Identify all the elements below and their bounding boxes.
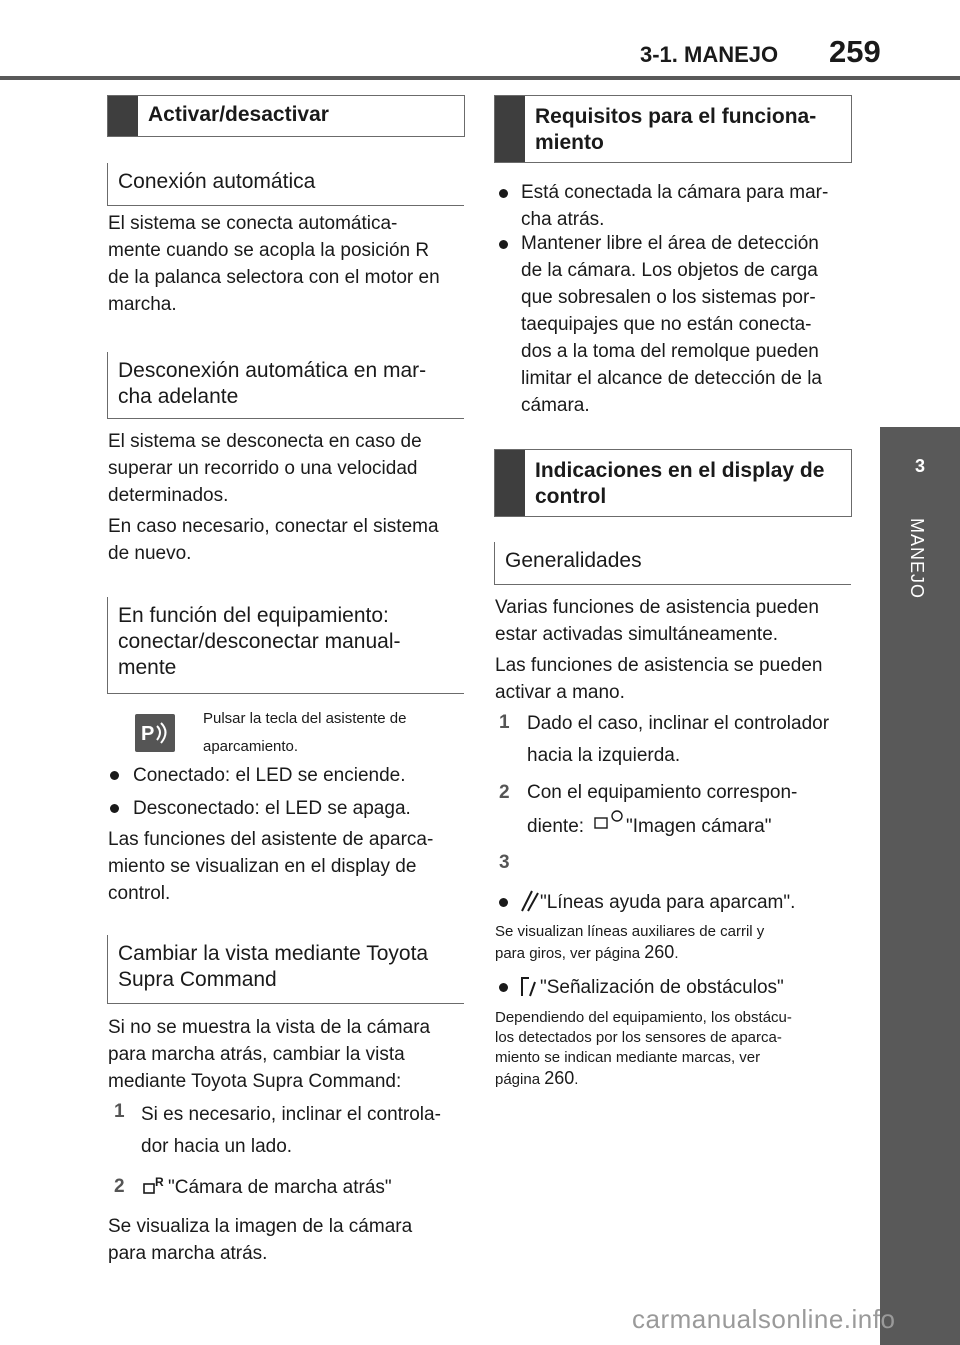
subheading-manual	[107, 597, 464, 694]
text-line: dor hacia un lado.	[141, 1136, 293, 1157]
section-title: 3-1. MANEJO	[640, 42, 779, 67]
text-line: determinados.	[108, 485, 229, 506]
heading-stripe	[108, 96, 138, 136]
step-2-prefix: diente:	[527, 816, 585, 837]
header-rule	[0, 76, 960, 80]
guide-lines-icon	[518, 889, 540, 913]
step-number: 2	[499, 782, 510, 803]
paragraph-funciones	[108, 826, 468, 907]
step-number: 1	[499, 712, 510, 733]
camera-image-glyph	[592, 808, 626, 834]
step-2-text: "Cámara de marcha atrás"	[168, 1177, 392, 1198]
step-number: 2	[114, 1176, 125, 1197]
subheading-generalidades	[494, 542, 851, 585]
heading-box-activar	[107, 95, 465, 137]
subheading-line: En función del equipamiento:	[118, 604, 389, 627]
text-line: marcha.	[108, 294, 177, 315]
text-line: Las funciones del asistente de aparca-	[108, 829, 434, 850]
bullet-camara-conectada	[521, 179, 851, 233]
park-assist-key-glyph	[135, 714, 175, 752]
guide-lines-glyph	[518, 889, 540, 913]
bullet-dot	[110, 804, 119, 813]
text-line: para marcha atrás, cambiar la vista	[108, 1044, 405, 1065]
text-line: activar a mano.	[495, 682, 625, 703]
paragraph-conexion	[108, 210, 468, 318]
subheading-text	[118, 358, 426, 410]
park-assist-key-icon	[135, 714, 175, 752]
page-link-260[interactable]: 260	[544, 1068, 575, 1088]
text-line: El sistema se conecta automática-	[108, 213, 398, 234]
heading-box-indicaciones	[494, 449, 852, 517]
heading-stripe	[495, 96, 525, 162]
text-line: dos a la toma del remolque pueden	[521, 341, 819, 362]
obstacle-marking-glyph	[518, 974, 540, 998]
text-line: estar activadas simultáneamente.	[495, 624, 779, 645]
text-line: de nuevo.	[108, 543, 192, 564]
text-line: Si es necesario, inclinar el controla-	[141, 1104, 441, 1125]
paragraph-generalidades	[495, 594, 855, 706]
bullet-dot	[499, 983, 508, 992]
text-line: para marcha atrás.	[108, 1243, 268, 1264]
text-line: los detectados por los sensores de aparca-	[495, 1029, 782, 1046]
text-line: Varias funciones de asistencia pueden	[495, 597, 819, 618]
text-line: taequipajes que no están conecta-	[521, 314, 812, 335]
page-number: 259	[829, 34, 881, 69]
text-line: superar un recorrido o una velocidad	[108, 458, 418, 479]
subheading-text	[118, 603, 401, 681]
text-line: Las funciones de asistencia se pueden	[495, 655, 823, 676]
subheading-text: Generalidades	[505, 549, 642, 572]
svg-text:R: R	[155, 1175, 164, 1189]
subheading-conexion	[107, 163, 464, 206]
bullet-dot	[499, 240, 508, 249]
text-line: miento se indican mediante marcas, ver	[495, 1049, 761, 1066]
heading-line: control	[535, 485, 607, 508]
subheading-line: mente	[118, 656, 177, 679]
rear-camera-glyph	[141, 1172, 167, 1198]
text-line: control.	[108, 883, 171, 904]
note-obstaculos	[495, 1008, 855, 1090]
text-line: Está conectada la cámara para mar-	[521, 182, 829, 203]
subheading-line: Cambiar la vista mediante Toyota	[118, 942, 429, 965]
heading-line: miento	[535, 131, 604, 154]
subheading-text: Conexión automática	[118, 170, 316, 193]
svg-text:P: P	[141, 723, 155, 745]
bullet-dot	[499, 898, 508, 907]
paragraph-supra-command	[108, 1014, 468, 1095]
text-line: En caso necesario, conectar el sistema	[108, 516, 439, 537]
text-line: que sobresalen o los sistemas por-	[521, 287, 816, 308]
heading-stripe	[495, 450, 525, 516]
heading-text	[535, 104, 816, 156]
text-line: Mantener libre el área de detección	[521, 233, 819, 254]
note-lineas	[495, 922, 855, 964]
text-fragment: para giros, ver página	[495, 945, 645, 962]
text-line: Dado el caso, inclinar el controlador	[527, 713, 830, 734]
subheading-desconexion	[107, 352, 464, 419]
step-1-text	[141, 1099, 466, 1163]
bullet-dot	[499, 189, 508, 198]
text-line: limitar el alcance de detección de la	[521, 368, 823, 389]
text-line: cámara.	[521, 395, 590, 416]
heading-text	[535, 458, 824, 510]
paragraph-desconexion	[108, 428, 468, 567]
text-line: Se visualizan líneas auxiliares de carril y	[495, 923, 765, 940]
text-line: El sistema se desconecta en caso de	[108, 431, 422, 452]
subheading-line: Supra Command	[118, 968, 277, 991]
text-line: de la cámara. Los objetos de carga	[521, 260, 818, 281]
bullet-senalizacion: "Señalización de obstáculos"	[540, 977, 784, 998]
text-line: hacia la izquierda.	[527, 745, 681, 766]
heading-line: Requisitos para el funciona-	[535, 105, 817, 128]
heading-text: Activar/desactivar	[148, 103, 329, 126]
subheading-line: Desconexión automática en mar-	[118, 359, 427, 382]
chapter-tab-number: 3	[880, 427, 960, 505]
text-line: Pulsar la tecla del asistente de	[203, 710, 407, 727]
text-line: para giros, ver página 260.	[495, 942, 679, 962]
step-number: 1	[114, 1101, 125, 1122]
subheading-text	[118, 941, 428, 993]
text-line: Si no se muestra la vista de la cámara	[108, 1017, 431, 1038]
subheading-line: conectar/desconectar manual-	[118, 630, 401, 653]
watermark: carmanualsonline.info	[632, 1304, 896, 1334]
heading-box-requisitos	[494, 95, 852, 163]
text-line: mediante Toyota Supra Command:	[108, 1071, 402, 1092]
heading-line: Indicaciones en el display de	[535, 459, 825, 482]
bullet-dot	[110, 771, 119, 780]
text-line: de la palanca selectora con el motor en	[108, 267, 440, 288]
text-line: aparcamiento.	[203, 738, 299, 755]
bullet-conectado: Conectado: el LED se enciende.	[133, 765, 406, 786]
bullet-lineas-ayuda: "Líneas ayuda para aparcam".	[540, 892, 796, 913]
text-line: miento se visualizan en el display de	[108, 856, 417, 877]
step-number: 3	[499, 852, 510, 873]
key-instruction	[203, 705, 458, 761]
step-2-label: "Imagen cámara"	[626, 816, 772, 837]
rear-camera-icon	[141, 1172, 167, 1198]
obstacle-marking-icon	[518, 974, 540, 998]
step-2-text: Con el equipamiento correspon-	[527, 782, 798, 803]
text-line: Dependiendo del equipamiento, los obstácu-	[495, 1009, 792, 1026]
page-link-260[interactable]: 260	[644, 942, 675, 962]
step-1-text	[527, 708, 852, 772]
text-fragment: página	[495, 1071, 545, 1088]
text-line: página 260.	[495, 1068, 579, 1088]
camera-image-icon	[592, 808, 626, 834]
text-line: mente cuando se acopla la posición R	[108, 240, 430, 261]
paragraph-imagen	[108, 1213, 468, 1267]
subheading-cambiar-vista	[107, 935, 464, 1004]
bullet-desconectado: Desconectado: el LED se apaga.	[133, 798, 411, 819]
bullet-area-deteccion	[521, 230, 851, 419]
text-line: Se visualiza la imagen de la cámara	[108, 1216, 413, 1237]
subheading-line: cha adelante	[118, 385, 239, 408]
text-line: cha atrás.	[521, 209, 605, 230]
chapter-tab-label: MANEJO	[907, 518, 927, 600]
